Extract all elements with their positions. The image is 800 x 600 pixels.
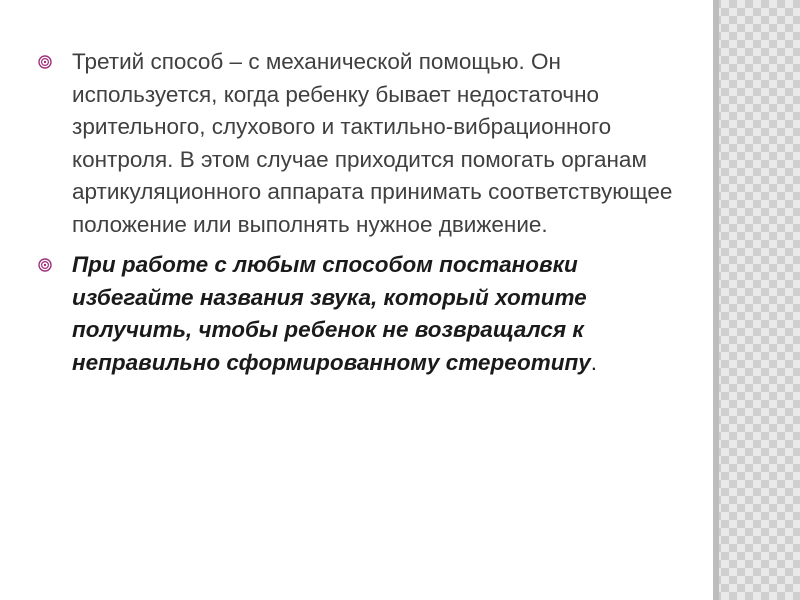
bullet-trailing-period: . (590, 349, 597, 375)
spiral-bullet-icon (38, 55, 52, 69)
slide-content (38, 46, 698, 379)
spiral-bullet-icon (38, 258, 52, 272)
bullet-item-emphasized (38, 249, 698, 379)
bullet-text: При работе с любым способом постановки избегайте названия звука, который хотите получить, чтобы ребенок не возвращался к неправильно сформированному стереотипу (72, 252, 591, 375)
bullet-item (38, 46, 698, 241)
bullet-text: Третий способ – с механической помощью. Он используется, когда ребенку бывает недостаточно зрительного, слухового и тактильно-вибрационного контроля. В этом случае приходится помогать органам артикуляционного аппарата принимать соответствующее положение или выполнять нужное движение. (72, 49, 673, 237)
decorative-side-band (713, 0, 800, 600)
